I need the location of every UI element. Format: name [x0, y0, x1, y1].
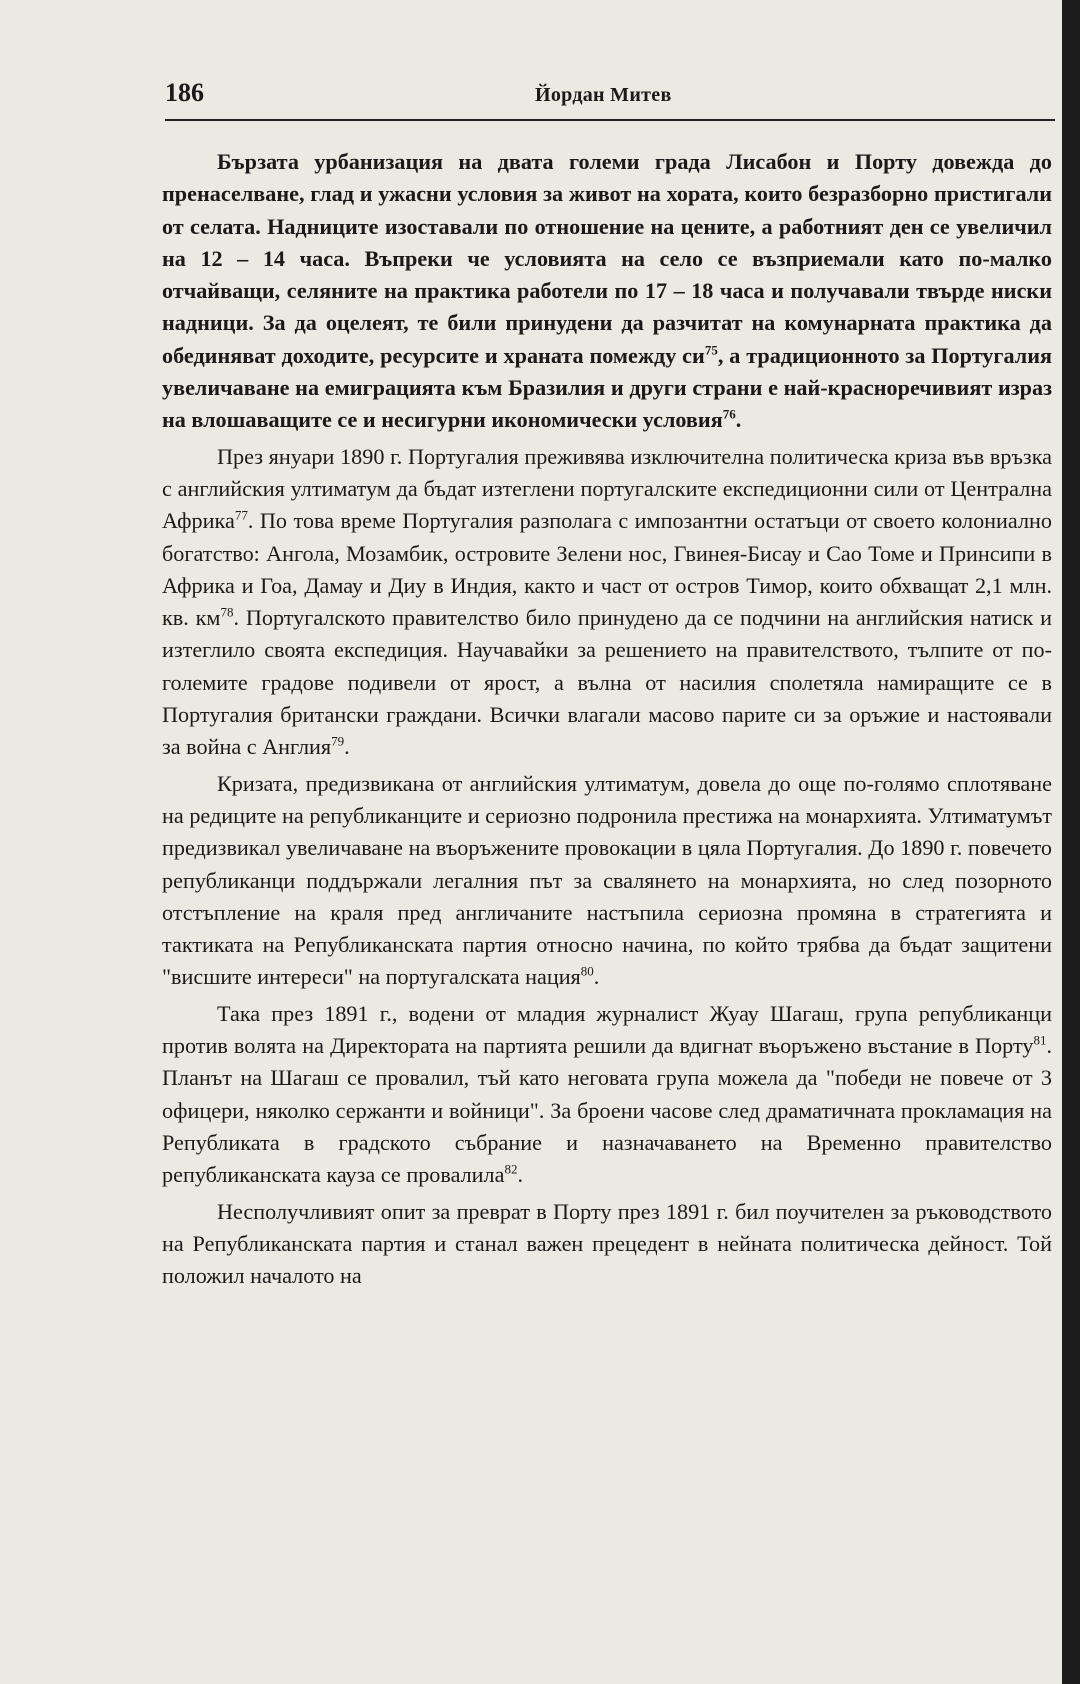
header-rule — [165, 119, 1055, 121]
running-title: Йордан Митев — [535, 84, 672, 106]
footnote-ref: 82 — [504, 1161, 518, 1177]
footnote-ref: 77 — [234, 507, 248, 523]
paragraph-5 — [162, 1196, 1052, 1293]
footnote-ref: 78 — [220, 604, 234, 620]
footnote-ref: 81 — [1033, 1032, 1047, 1048]
text-segment: Бързата урбанизация на двата големи града Лисабон и Порту довежда до пренаселване, глад и ужасни условия за живот на хората, които безразборно пристигали от селата. Надниците изоставали по отношение на цените, а работният ден се увеличил на 12 – 14 часа. Въпреки че условията на село се възприемали като по-малко отчайващи, селяните на практика работели по 17 – 18 часа и получавали твърде ниски надници. За да оцелеят, те били принудени да разчитат на комунарната практика да обединяват доходите, ресурсите и храната помежду си — [162, 149, 1052, 368]
text-segment: Несполучливият опит за преврат в Порту през 1891 г. бил поучителен за ръководството на Републиканската партия и станал важен прецедент в нейната политическа дейност. Той положил началото на — [162, 1198, 1052, 1289]
text-segment: . Планът на Шагаш се провалил, тъй като неговата група можела да "победи не повече от 3 офицери, няколко сержанти и войници". За броени часове след драматичната прокламация на Републиката в градското събрание и назначаването на Временно правителство републиканската кауза се провалила — [162, 1033, 1052, 1188]
text-segment: , а традиционното за Португалия увеличаване на емиграцията към Бразилия и други страни е най-красноречивият израз на влошаващите се и несигурни икономически условия — [162, 342, 1052, 433]
text-segment: През януари 1890 г. Португалия преживява изключителна политическа криза във връзка с английския ултиматум да бъдат изтеглени португалските експедиционни сили от Централна Африка — [162, 443, 1052, 534]
text-segment: . Португалското правителство било принудено да се подчини на английския натиск и изтеглило своята експедиция. Научавайки за решението на правителството, тълпите от по-големите градове подивели от ярост, а вълна от насилия сполетяла намиращите се в Португалия британски граждани. Всички влагали масово парите си за оръжие и настоявали за война с Англия — [162, 605, 1052, 760]
footnote-ref: 79 — [331, 733, 345, 749]
paragraph-4 — [162, 998, 1052, 1192]
page-header — [165, 74, 1055, 114]
footnote-ref: 75 — [704, 342, 718, 358]
footnote-ref: 76 — [722, 406, 736, 422]
text-segment: Кризата, предизвикана от английския ултиматум, довела до още по-голямо сплотяване на редиците на републиканците и сериозно подронила престижа на монархията. Ултиматумът предизвикал увеличаване на въоръжените провокации в цяла Португалия. До 1890 г. повечето републиканци поддържали легалния път за свалянето на монархията, но след позорното отстъпление на краля пред англичаните настъпила сериозна промяна в стратегията и тактиката на Републиканската партия относно начина, по който трябва да бъдат защитени "висшите интереси" на португалската нация — [162, 770, 1052, 990]
footnote-ref: 80 — [580, 964, 594, 980]
page-edge-shadow — [1062, 0, 1080, 1684]
text-segment: . — [593, 964, 600, 990]
text-segment: Така през 1891 г., водени от младия журналист Жуау Шагаш, група републиканци против волята на Директората на партията решили да вдигнат въоръжено въстание в Порту — [162, 1000, 1052, 1059]
text-segment: . — [517, 1162, 524, 1188]
text-segment: . — [735, 407, 742, 433]
page-number: 186 — [165, 78, 204, 107]
paragraph-2 — [162, 441, 1052, 764]
body-text — [162, 146, 1052, 1292]
text-segment: . По това време Португалия разполага с импозантни остатъци от своето колониално богатство: Ангола, Мозамбик, островите Зелени нос, Гвинея-Бисау и Сао Томе и Принсипи в Африка и Гоа, Дамау и Диу в Индия, както и част от остров Тимор, които обхващат 2,1 млн. кв. км — [162, 508, 1052, 631]
text-segment: . — [344, 734, 350, 760]
paragraph-1 — [162, 146, 1052, 437]
paragraph-3 — [162, 768, 1052, 994]
